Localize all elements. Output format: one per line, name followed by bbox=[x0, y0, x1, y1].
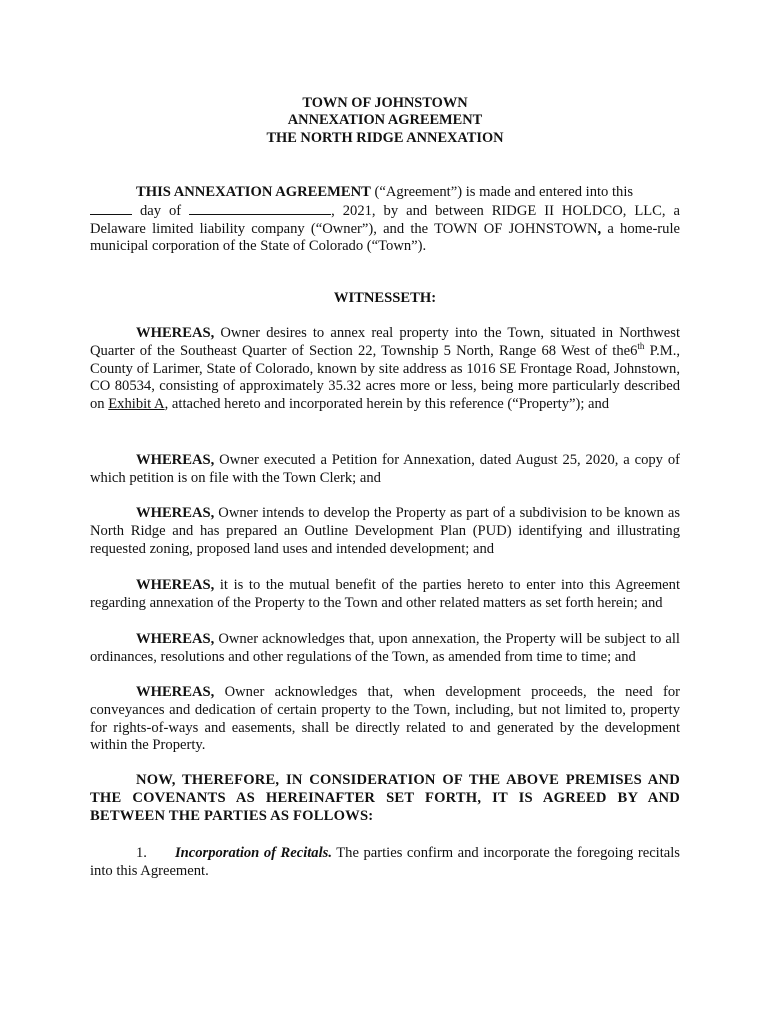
section-1-number: 1. bbox=[136, 845, 147, 861]
section-1-heading: Incorporation of Recitals. bbox=[174, 845, 332, 861]
whereas-5-text: Owner acknowledges that, upon annexation, the Property will be subject to all ordinances, resolutions and other regulations of the Town, as amended from time to time; and bbox=[90, 631, 680, 665]
title-line-1: TOWN OF JOHNSTOWN bbox=[302, 95, 468, 111]
whereas-label: WHEREAS, bbox=[136, 505, 215, 521]
whereas-2-text: Owner executed a Petition for Annexation, dated August 25, 2020, a copy of which petition is on file with the Town Clerk; and bbox=[90, 452, 680, 486]
whereas-paragraph-5 bbox=[90, 631, 680, 667]
whereas-label: WHEREAS, bbox=[136, 325, 215, 341]
title-line-3: THE NORTH RIDGE ANNEXATION bbox=[266, 130, 504, 146]
ordinal-suffix: th bbox=[637, 340, 645, 351]
intro-paragraph bbox=[90, 184, 680, 256]
intro-text-1: (“Agreement”) is made and entered into this bbox=[370, 184, 634, 200]
whereas-paragraph-6 bbox=[90, 684, 680, 755]
whereas-paragraph-4 bbox=[90, 577, 680, 613]
whereas-label: WHEREAS, bbox=[136, 452, 215, 468]
section-1-paragraph bbox=[90, 845, 680, 881]
whereas-label: WHEREAS, bbox=[136, 631, 215, 647]
intro-text-3: , 2021, by and between RIDGE II HOLDCO, LLC, a Delaware limited liability company (“Owner”), and the TOWN OF JOHNSTOWN bbox=[90, 202, 680, 237]
day-blank bbox=[90, 202, 132, 215]
intro-comma: , bbox=[597, 220, 602, 237]
whereas-paragraph-3 bbox=[90, 505, 680, 558]
whereas-3-text: Owner intends to develop the Property as part of a subdivision to be known as North Ridge and has prepared an Outline Development Plan (PUD) identifying and illustrating requested zoning, proposed land uses and intended development; and bbox=[90, 505, 680, 557]
now-therefore-clause bbox=[90, 772, 680, 825]
intro-lead: THIS ANNEXATION AGREEMENT bbox=[136, 184, 371, 200]
whereas-label: WHEREAS, bbox=[136, 684, 215, 700]
whereas-paragraph-1 bbox=[90, 325, 680, 414]
title-line-2: ANNEXATION AGREEMENT bbox=[287, 112, 483, 128]
whereas-4-text: it is to the mutual benefit of the parties hereto to enter into this Agreement regarding annexation of the Property to the Town and other related matters as set forth herein; and bbox=[90, 577, 680, 611]
whereas-1-text-b: P.M., County of Larimer, State of Colorado, known by site address as 1016 SE Frontage Road, Johnstown, CO 80534, consisting of approximately 35.32 acres more or less, being more particularly described on bbox=[90, 342, 680, 413]
whereas-1-text-c: , attached hereto and incorporated herein by this reference (“Property”); and bbox=[164, 396, 610, 413]
whereas-paragraph-2 bbox=[90, 452, 680, 488]
whereas-1-text-a: Owner desires to annex real property into the Town, situated in Northwest Quarter of the Southeast Quarter of Section 22, Township 5 North, Range 68 West of the6 bbox=[90, 325, 680, 359]
section-1-text: The parties confirm and incorporate the foregoing recitals into this Agreement. bbox=[90, 845, 680, 879]
whereas-6-text: Owner acknowledges that, when development proceeds, the need for conveyances and dedication of certain property to the Town, including, but not limited to, property for rights-of-ways and easements, shall be directly related to and generated by the development within the Property. bbox=[90, 684, 680, 754]
exhibit-a-reference: Exhibit A bbox=[108, 396, 165, 413]
month-blank bbox=[189, 202, 331, 215]
witnesseth-heading: WITNESSETH: bbox=[333, 290, 437, 306]
intro-text-2: day of bbox=[132, 202, 190, 219]
intro-text-4: a home-rule municipal corporation of the State of Colorado (“Town”). bbox=[90, 220, 680, 255]
now-therefore-text: NOW, THEREFORE, IN CONSIDERATION OF THE ABOVE PREMISES AND THE COVENANTS AS HEREINAFTER SET FORTH, IT IS AGREED BY AND BETWEEN THE PARTIES AS FOLLOWS: bbox=[90, 772, 680, 824]
whereas-label: WHEREAS, bbox=[136, 577, 215, 593]
